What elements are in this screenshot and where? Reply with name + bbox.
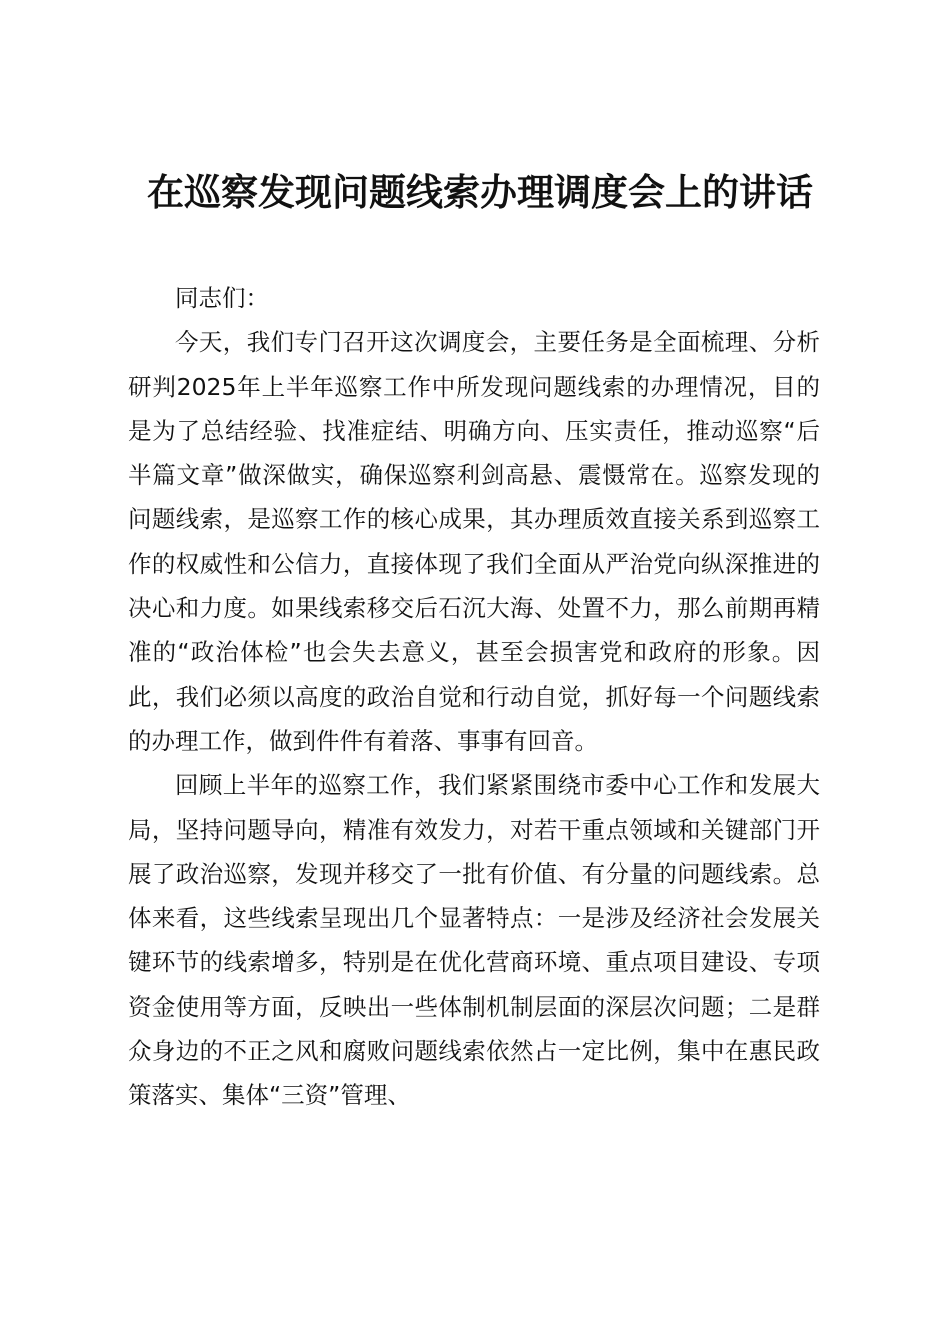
salutation: 同志们： [175, 284, 269, 312]
document-title: 在巡察发现问题线索办理调度会上的讲话 [147, 170, 813, 214]
paragraph-2: 回顾上半年的巡察工作，我们紧紧围绕市委中心工作和发展大局，坚持问题导向，精准有效发力，对若干重点领域和关键部门开展了政治巡察，发现并移交了一批有价值、有分量的问题线索。总体来看，这些线索呈现出几个显著特点：一是涉及经济社会发展关键环节的线索增多，特别是在优化营商环境、重点项目建设、专项资金使用等方面，反映出一些体制机制层面的深层次问题；二是群众身边的不正之风和腐败问题线索依然占一定比例，集中在惠民政策落实、集体“三资”管理、 [128, 771, 820, 1110]
document-body [128, 276, 820, 1118]
paragraph-1: 今天，我们专门召开这次调度会，主要任务是全面梳理、分析研判2025年上半年巡察工作中所发现问题线索的办理情况，目的是为了总结经验、找准症结、明确方向、压实责任，推动巡察“后半篇文章”做深做实，确保巡察利剑高悬、震慑常在。巡察发现的问题线索，是巡察工作的核心成果，其办理质效直接关系到巡察工作的权威性和公信力，直接体现了我们全面从严治党向纵深推进的决心和力度。如果线索移交后石沉大海、处置不力，那么前期再精准的“政治体检”也会失去意义，甚至会损害党和政府的形象。因此，我们必须以高度的政治自觉和行动自觉，抓好每一个问题线索的办理工作，做到件件有着落、事事有回音。 [128, 328, 820, 755]
